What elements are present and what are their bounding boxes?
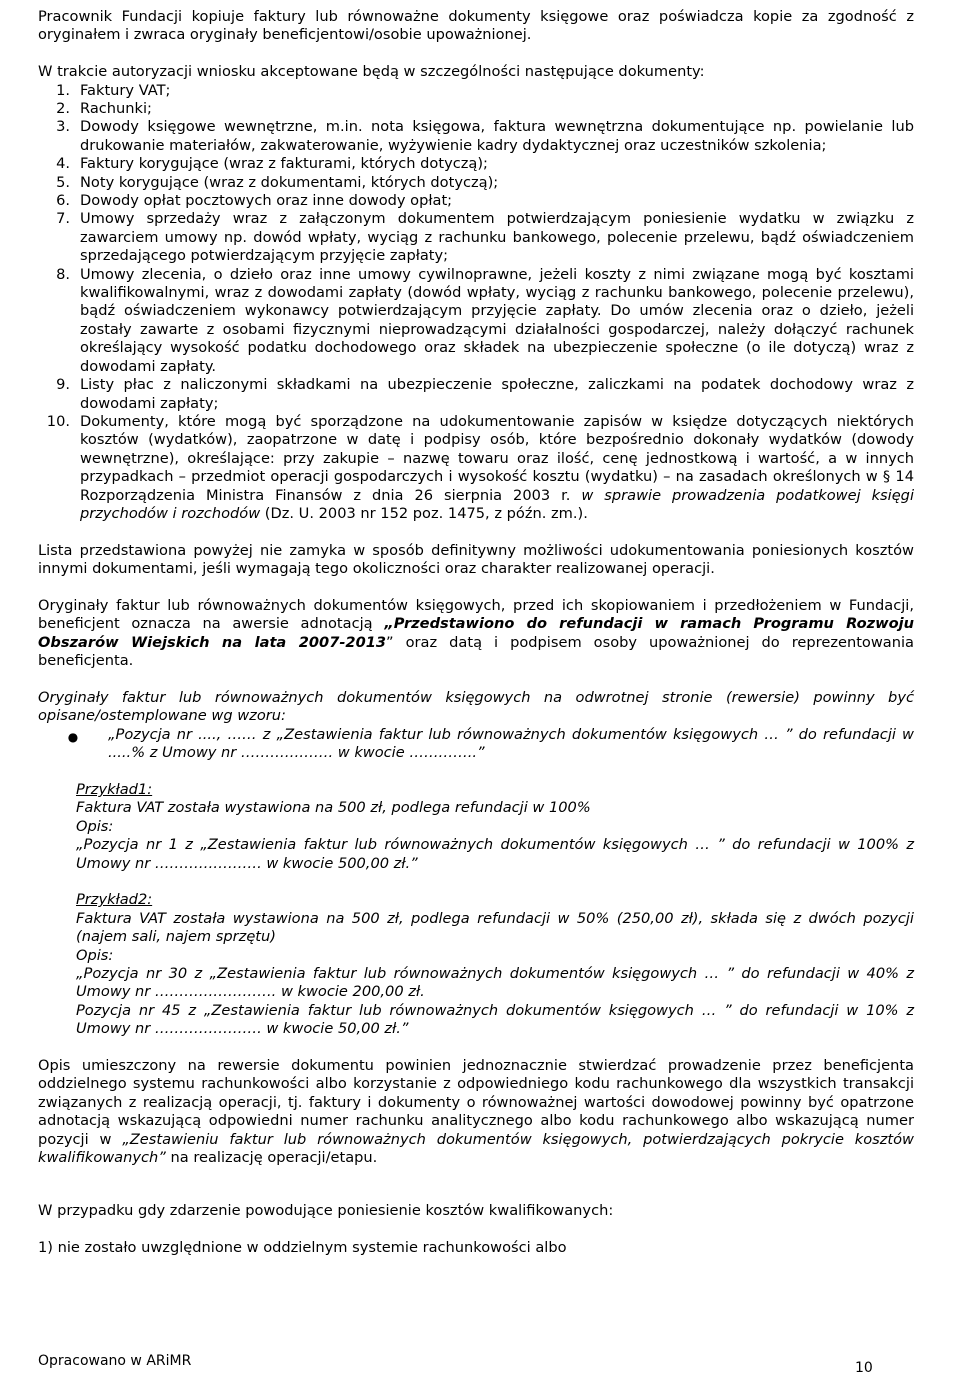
list-item: 3. Dowody księgowe wewnętrzne, m.in. nota księgowa, faktura wewnętrzna dokumentujące np. powielanie lub drukowanie materiałów, zakwaterowanie, wyżywienie kadry dydaktycznej oraz uczestników szkolenia; (56, 118, 914, 154)
list-item: 7. Umowy sprzedaży wraz z załączonym dokumentem potwierdzającym poniesienie wydatku w związku z zawarciem umowy np. dowód wpłaty, wyciąg z rachunku bankowego, polecenie przelewu, bądź oświadczeniem sprzedającego potwierdzającym przyjęcie zapłaty; (56, 210, 914, 265)
example-2-opis: Opis: (76, 946, 114, 964)
list-item: 4. Faktury korygujące (wraz z fakturami, których dotyczą); (56, 155, 488, 173)
bullet-icon: ● (67, 729, 79, 744)
example-2-line: Pozycja nr 45 z „Zestawienia faktur lub równoważnych dokumentów księgowych … ” do refundacji w 10% z Umowy nr …………………. w kwocie 50,00 zł.” (76, 1001, 914, 1038)
paragraph-reverse-requirements: Opis umieszczony na rewersie dokumentu powinien jednoznacznie stwierdzać prowadzenie przez beneficjenta oddzielnego systemu rachunkowości albo korzystanie z odpowiedniego kodu rachunkowego dla wszystkich transakcji związanych z realizacją operacji, tj. faktury i dokumenty o równoważnej wartości dowodowej powinny być opatrzone adnotacją wskazującą odpowiedni numer rachunku analitycznego albo kodu rachunkowego albo wskazującą numer pozycji w „Zestawieniu faktur lub równoważnych dokumentów księgowych, potwierdzających pokrycie kosztów kwalifikowanych” na realizację operacji/etapu. (38, 1057, 914, 1167)
paragraph-list-not-closed: Lista przedstawiona powyżej nie zamyka w sposób definitywny możliwości udokumentowania poniesionych kosztów innymi dokumentami, jeśli wymagają tego okoliczności oraz charakter realizowanej operacji. (38, 541, 914, 578)
paragraph-originals-annotation: Oryginały faktur lub równoważnych dokumentów księgowych, przed ich skopiowaniem i przedłożeniem w Fundacji, beneficjent oznacza na awersie adnotacją „Przedstawiono do refundacji w ramach Programu Rozwoju Obszarów Wiejskich na lata 2007-2013” oraz datą i podpisem osoby upoważnionej do reprezentowania beneficjenta. (38, 596, 915, 670)
list-item: 6. Dowody opłat pocztowych oraz inne dowody opłat; (56, 192, 453, 210)
paragraph-case-1: 1) nie zostało uwzględnione w oddzielnym systemie rachunkowości albo (38, 1238, 567, 1256)
paragraph-event-cases: W przypadku gdy zdarzenie powodujące poniesienie kosztów kwalifikowanych: (38, 1201, 614, 1219)
footer-text: Opracowano w ARiMR (38, 1353, 192, 1369)
paragraph-copying: Pracownik Fundacji kopiuje faktury lub równoważne dokumenty księgowe oraz poświadcza kopie za zgodność z oryginałem i zwraca oryginały beneficjentowi/osobie upoważnionej. (38, 8, 914, 44)
list-item: 8. Umowy zlecenia, o dzieło oraz inne umowy cywilnoprawne, jeżeli koszty z nimi związane mogą być kosztami kwalifikowalnymi, wraz z dowodami zapłaty (dowód wpłaty, wyciąg z rachunku bankowego, polecenie przelewu), bądź oświadczeniem wykonawcy potwierdzającym przyjęcie zapłaty. Do umów zlecenia oraz o dzieło, jeżeli zostały zawarte z osobami fizycznymi nieprowadzącymi działalności gospodarczej, należy dołączyć rachunek określający wysokość podatku dochodowego oraz składek na ubezpieczenie społeczne (o ile dotyczą) wraz z dowodami zapłaty. (56, 265, 914, 375)
example-2-title: Przykład2: (76, 891, 153, 909)
example-1-opis: Opis: (76, 817, 114, 835)
list-item: 2. Rachunki; (56, 100, 152, 118)
example-1 (76, 781, 914, 873)
example-2 (76, 891, 914, 1038)
paragraph-accepted-docs-intro: W trakcie autoryzacji wniosku akceptowane będą w szczególności następujące dokumenty: (38, 63, 705, 81)
description-template-bullet: ● „Pozycja nr ...., …… z „Zestawienia faktur lub równoważnych dokumentów księgowych … ” do refundacji w .....% z Umowy nr ………………. w kwocie …………..” (38, 726, 914, 763)
document-page (38, 8, 914, 1257)
example-1-line: Faktura VAT została wystawiona na 500 zł, podlega refundacji w 100% (76, 799, 591, 817)
list-item: 9. Listy płac z naliczonymi składkami na ubezpieczenie społeczne, zaliczkami na podatek dochodowy wraz z dowodami zapłaty; (56, 376, 914, 412)
list-item: 10. Dokumenty, które mogą być sporządzone na udokumentowanie zapisów w księdze dotyczących niektórych kosztów (wydatków), zaopatrzone w datę i podpisy osób, które bezpośrednio dokonały wydatków (dowody wewnętrzne), określające: przy zakupie – nazwę towaru oraz ilość, cenę jednostkową i wartość, a w innych przypadkach – przedmiot operacji gospodarczych i wysokość kosztu (wydatku) – na zasadach określonych w § 14 Rozporządzenia Ministra Finansów z dnia 26 sierpnia 2003 r. w sprawie prowadzenia podatkowej księgi przychodów i rozchodów (Dz. U. 2003 nr 152 poz. 1475, z późn. zm.). (46, 412, 914, 522)
paragraph-reverse-description: Oryginały faktur lub równoważnych dokumentów księgowych na odwrotnej stronie (rewersie) powinny być opisane/ostemplowane wg wzoru: (38, 688, 914, 725)
example-2-line: Faktura VAT została wystawiona na 500 zł, podlega refundacji w 50% (250,00 zł), składa się z dwóch pozycji (najem sali, najem sprzętu) (76, 909, 914, 946)
page-number: 10 (855, 1360, 873, 1376)
accepted-documents-list (12, 82, 914, 524)
list-item: 5. Noty korygujące (wraz z dokumentami, których dotyczą); (56, 173, 499, 191)
example-1-line: „Pozycja nr 1 z „Zestawienia faktur lub równoważnych dokumentów księgowych … ” do refundacji w 100% z Umowy nr …………………. w kwocie 500,00 zł.” (76, 836, 914, 872)
example-1-title: Przykład1: (76, 780, 153, 798)
list-item: 1. Faktury VAT; (56, 81, 171, 99)
example-2-line: „Pozycja nr 30 z „Zestawienia faktur lub równoważnych dokumentów księgowych … ” do refundacji w 40% z Umowy nr ……………………. w kwocie 200,00 zł. (76, 965, 914, 1001)
